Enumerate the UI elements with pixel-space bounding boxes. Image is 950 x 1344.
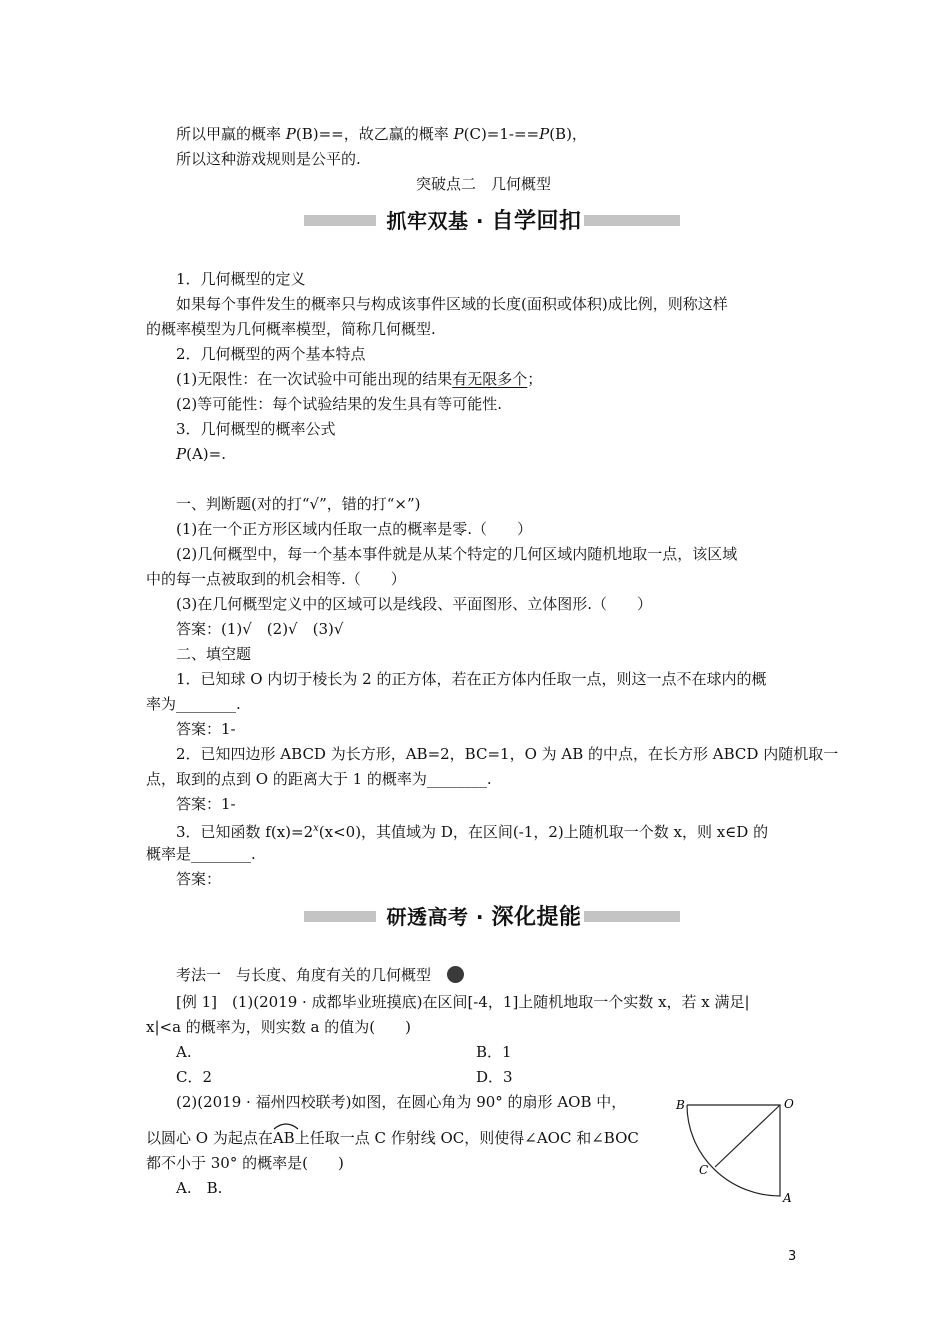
intro-line-2: 所以这种游戏规则是公平的. — [176, 150, 361, 168]
fill-answer-1: 答案：1- — [176, 720, 236, 738]
exponent-x: x — [313, 823, 319, 834]
arc-ab-label — [273, 1128, 295, 1148]
fill-question-3a — [176, 819, 768, 842]
example-2b — [146, 1128, 639, 1148]
banner-title — [384, 208, 584, 234]
judge-question-2b: 中的每一点被取到的机会相等.（ ） — [146, 570, 406, 588]
symbol-p: P — [453, 125, 464, 143]
knowledge-paragraph-1b: 的概率模型为几何概率模型，简称几何概型. — [146, 320, 436, 338]
intro-text-b: (B)==，故乙赢的概率 — [295, 125, 454, 143]
fill-title: 二、填空题 — [176, 645, 252, 663]
fill-answer-2: 答案：1- — [176, 795, 236, 813]
sector-figure — [672, 1094, 802, 1210]
option-d: D．3 — [476, 1068, 513, 1086]
knowledge-heading-2: 2．几何概型的两个基本特点 — [176, 345, 366, 363]
intro-text-d: (B)， — [549, 125, 587, 143]
example-1b: x|<a 的概率为，则实数 a 的值为( ) — [146, 1018, 411, 1036]
fill-question-3a-pre: 3．已知函数 f(x)=2 — [176, 823, 314, 841]
intro-text-c: (C)=1-== — [463, 125, 540, 143]
banner-foundation — [304, 208, 680, 234]
example-1a: [例 1] (1)(2019 · 成都毕业班摸底)在区间[-4，1]上随机地取一个实数 x，若 x 满足| — [176, 993, 750, 1011]
method-title-text: 考法一 与长度、角度有关的几何概型 — [176, 966, 432, 984]
banner-bar-left — [304, 215, 376, 226]
judge-question-1: (1)在一个正方形区域内任取一点的概率是零.（ ） — [176, 520, 533, 538]
judge-answer: 答案：(1)√ (2)√ (3)√ — [176, 620, 344, 638]
knowledge-heading-3: 3．几何概型的概率公式 — [176, 420, 336, 438]
example-2d: A. B. — [176, 1179, 223, 1197]
knowledge-item-2b: (2)等可能性：每个试验结果的发生具有等可能性. — [176, 395, 503, 413]
banner-bar-right — [584, 215, 680, 226]
judge-question-2a: (2)几何概型中，每一个基本事件就是从某个特定的几何区域内随机地取一点，该区域 — [176, 545, 738, 563]
knowledge-item-2a — [176, 369, 542, 389]
banner-title-part2: 自学回扣 — [491, 209, 582, 234]
page-number: 3 — [788, 1249, 797, 1264]
intro-line-1 — [176, 124, 587, 144]
banner-title-part2: 深化提能 — [491, 905, 582, 930]
section-heading: 突破点二 几何概型 — [416, 175, 552, 193]
fill-question-1b: 率为________. — [146, 695, 241, 713]
example-2a: (2)(2019 · 福州四校联考)如图，在圆心角为 90° 的扇形 AOB 中， — [176, 1093, 627, 1111]
example-2c: 都不小于 30° 的概率是( ) — [146, 1154, 344, 1172]
symbol-p: P — [285, 125, 296, 143]
example-2b-pre: 以圆心 O 为起点在 — [146, 1129, 273, 1147]
fill-question-1a: 1．已知球 O 内切于棱长为 2 的正方体，若在正方体内任取一点，则这一点不在球内的概 — [176, 670, 767, 688]
formula-rest: (A)=. — [186, 445, 226, 463]
banner-title-part1: 抓牢双基 · — [386, 209, 492, 233]
fill-answer-3: 答案： — [176, 870, 222, 888]
judge-title: 一、判断题(对的打“√”，错的打“×”) — [176, 495, 421, 513]
knowledge-item-2a-post: ； — [527, 370, 543, 388]
knowledge-heading-1: 1．几何概型的定义 — [176, 270, 306, 288]
knowledge-paragraph-1a: 如果每个事件发生的概率只与构成该事件区域的长度(面积或体积)成比例，则称这样 — [176, 295, 728, 313]
probability-formula — [176, 444, 226, 464]
arc-ab-text: AB — [272, 1129, 295, 1147]
banner-title — [384, 904, 584, 930]
ray-oc — [715, 1105, 780, 1167]
point-c-label: C — [699, 1163, 709, 1177]
arc-mark-icon — [273, 1122, 299, 1130]
banner-exam — [304, 904, 680, 930]
method-title — [176, 965, 464, 985]
symbol-p: P — [539, 125, 550, 143]
point-a-label: A — [783, 1191, 792, 1205]
point-b-label: B — [676, 1098, 685, 1112]
fill-question-2b: 点，取到的点到 O 的距离大于 1 的概率为________. — [146, 770, 492, 788]
fill-question-2a: 2．已知四边形 ABCD 为长方形，AB=2，BC=1，O 为 AB 的中点，在长方形 ABCD 内随机取一 — [176, 745, 839, 763]
option-b: B．1 — [476, 1043, 512, 1061]
option-a: A. — [176, 1043, 192, 1061]
symbol-p: P — [176, 445, 187, 463]
banner-bar-left — [304, 911, 376, 922]
fill-question-3b: 概率是________. — [146, 845, 256, 863]
knowledge-item-2a-pre: (1)无限性：在一次试验中可能出现的结果 — [176, 370, 453, 388]
judge-question-3: (3)在几何概型定义中的区域可以是线段、平面图形、立体图形.（ ） — [176, 595, 653, 613]
option-c: C．2 — [176, 1068, 213, 1086]
banner-title-part1: 研透高考 · — [386, 905, 492, 929]
bullet-dot-icon — [447, 966, 464, 983]
point-o-label: O — [784, 1097, 794, 1111]
example-2b-post: 上任取一点 C 作射线 OC，则使得∠AOC 和∠BOC — [294, 1129, 639, 1147]
knowledge-item-2a-underlined: 有无限多个 — [452, 370, 528, 388]
intro-text-a: 所以甲赢的概率 — [176, 125, 286, 143]
fill-question-3a-post: (x<0)，其值域为 D，在区间(-1，2)上随机取一个数 x，则 x∈D 的 — [318, 823, 769, 841]
banner-bar-right — [584, 911, 680, 922]
